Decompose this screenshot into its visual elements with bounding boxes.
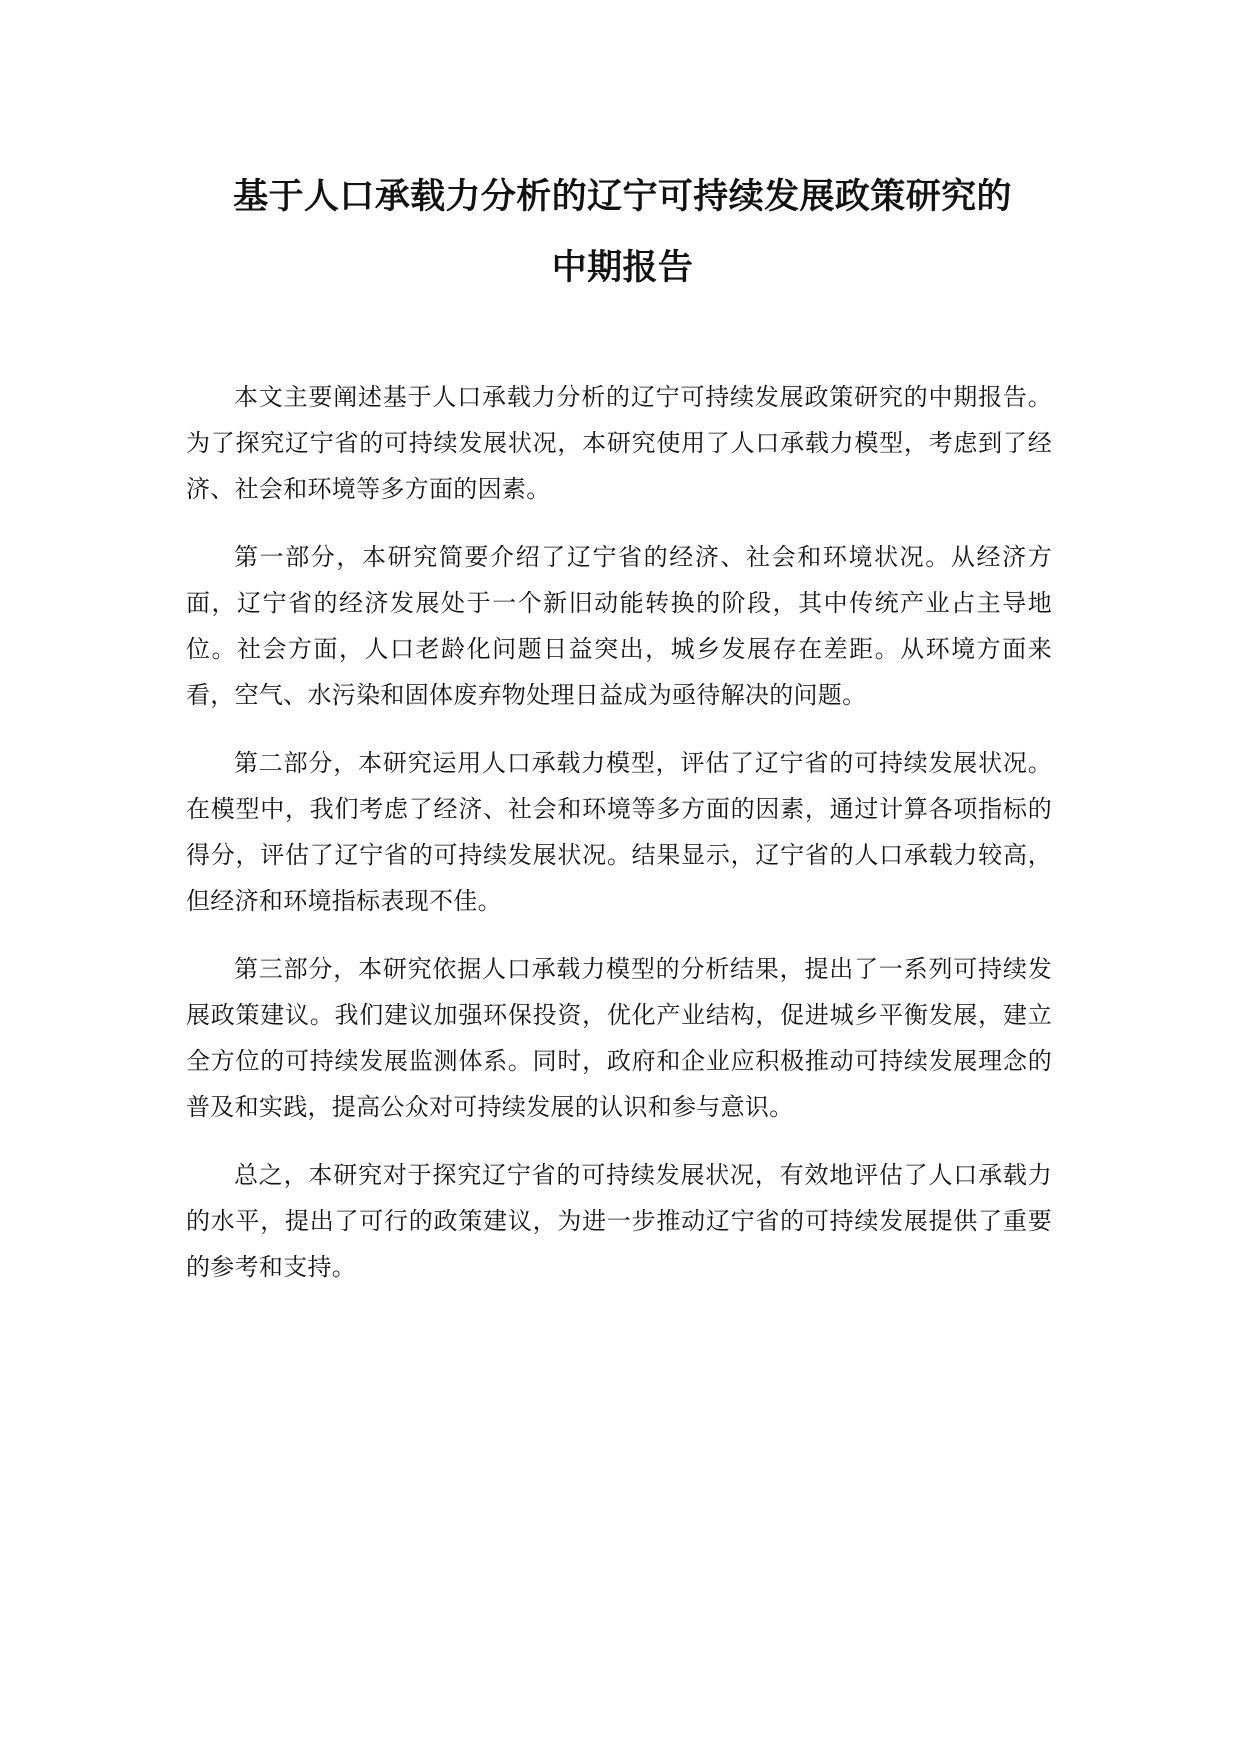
paragraph-part-3: 第三部分，本研究依据人口承载力模型的分析结果，提出了一系列可持续发展政策建议。我们建议加强环保投资，优化产业结构，促进城乡平衡发展，建立全方位的可持续发展监测体系。同时，政府和企业应积极推动可持续发展理念的普及和实践，提高公众对可持续发展的认识和参与意识。 — [186, 955, 1052, 1121]
paragraph-part-2: 第二部分，本研究运用人口承载力模型，评估了辽宁省的可持续发展状况。在模型中，我们考虑了经济、社会和环境等多方面的因素，通过计算各项指标的得分，评估了辽宁省的可持续发展状况。结果显示，辽宁省的人口承载力较高，但经济和环境指标表现不佳。 — [186, 749, 1052, 915]
paragraph-conclusion: 总之，本研究对于探究辽宁省的可持续发展状况，有效地评估了人口承载力的水平，提出了可行的政策建议，为进一步推动辽宁省的可持续发展提供了重要的参考和支持。 — [186, 1161, 1052, 1281]
title-line-2: 中期报告 — [551, 248, 694, 288]
document-body — [186, 374, 1052, 1312]
paragraph-intro: 本文主要阐述基于人口承载力分析的辽宁可持续发展政策研究的中期报告。为了探究辽宁省的可持续发展状况，本研究使用了人口承载力模型，考虑到了经济、社会和环境等多方面的因素。 — [186, 383, 1052, 503]
paragraph-part-1: 第一部分，本研究简要介绍了辽宁省的经济、社会和环境状况。从经济方面，辽宁省的经济发展处于一个新旧动能转换的阶段，其中传统产业占主导地位。社会方面，人口老龄化问题日益突出，城乡发展存在差距。从环境方面来看，空气、水污染和固体废弃物处理日益成为亟待解决的问题。 — [186, 543, 1052, 709]
document-title — [190, 176, 1055, 289]
title-line-1: 基于人口承载力分析的辽宁可持续发展政策研究的 — [233, 177, 1012, 217]
